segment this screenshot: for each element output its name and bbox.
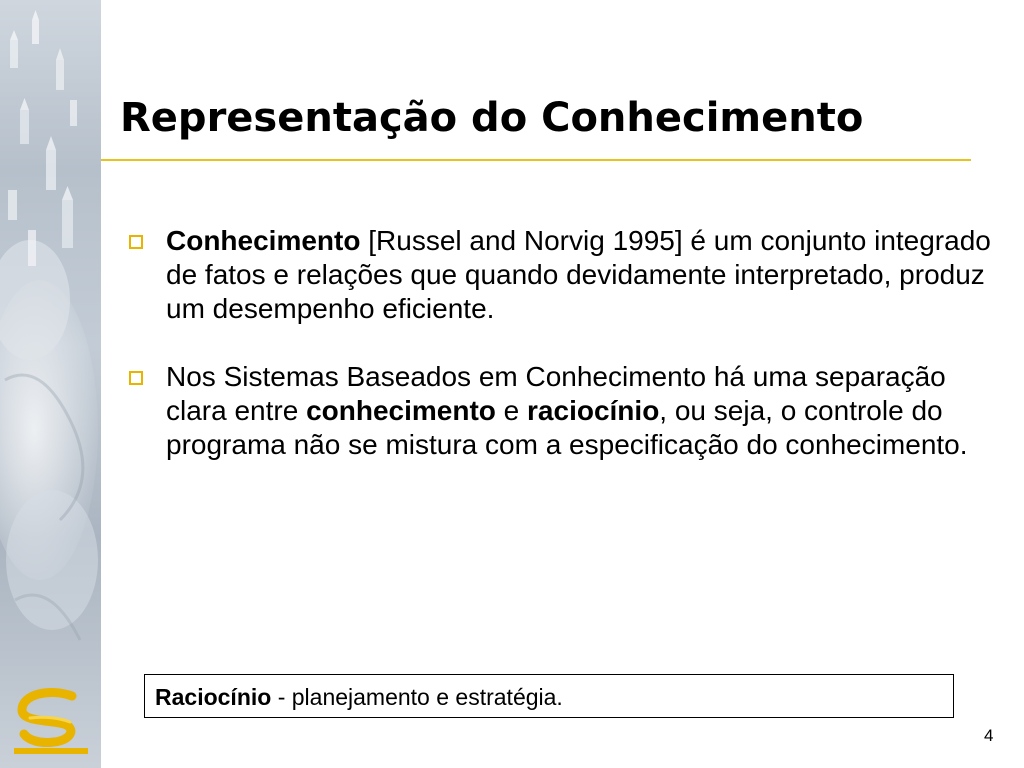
building-collage-image: [0, 0, 101, 768]
bullet-term: Conhecimento: [166, 225, 361, 256]
bullet-text: e: [495, 395, 528, 426]
bullet-item: [126, 224, 1006, 326]
cin-logo-icon: [10, 688, 92, 758]
title-underline: [101, 159, 971, 161]
definition-note-box: [144, 674, 954, 718]
hollow-square-bullet-icon: [129, 235, 143, 249]
bullet-term: conhecimento: [306, 395, 496, 426]
bullet-text: , ou seja, o controle do programa não se mistura com a especificação do conhecimento.: [166, 395, 968, 460]
bullet-text: Nos Sistemas Baseados em Conhecimento há uma separação clara entre: [166, 361, 946, 426]
bullet-item: [126, 360, 1006, 462]
hollow-square-bullet-icon: [129, 371, 143, 385]
bullet-term: raciocínio: [527, 395, 660, 426]
note-term: Raciocínio: [155, 684, 272, 710]
side-decoration-panel: [0, 0, 101, 768]
cin-logo: [10, 688, 92, 763]
bullet-list: [126, 224, 1006, 462]
slide-title: Representação do Conhecimento: [120, 95, 864, 141]
note-text: - planejamento e estratégia.: [271, 684, 563, 710]
page-number: 4: [984, 726, 994, 745]
bullet-text: [Russel and Norvig 1995] é um conjunto integrado de fatos e relações que quando devidamente interpretado, produz um desempenho eficiente.: [166, 225, 991, 324]
